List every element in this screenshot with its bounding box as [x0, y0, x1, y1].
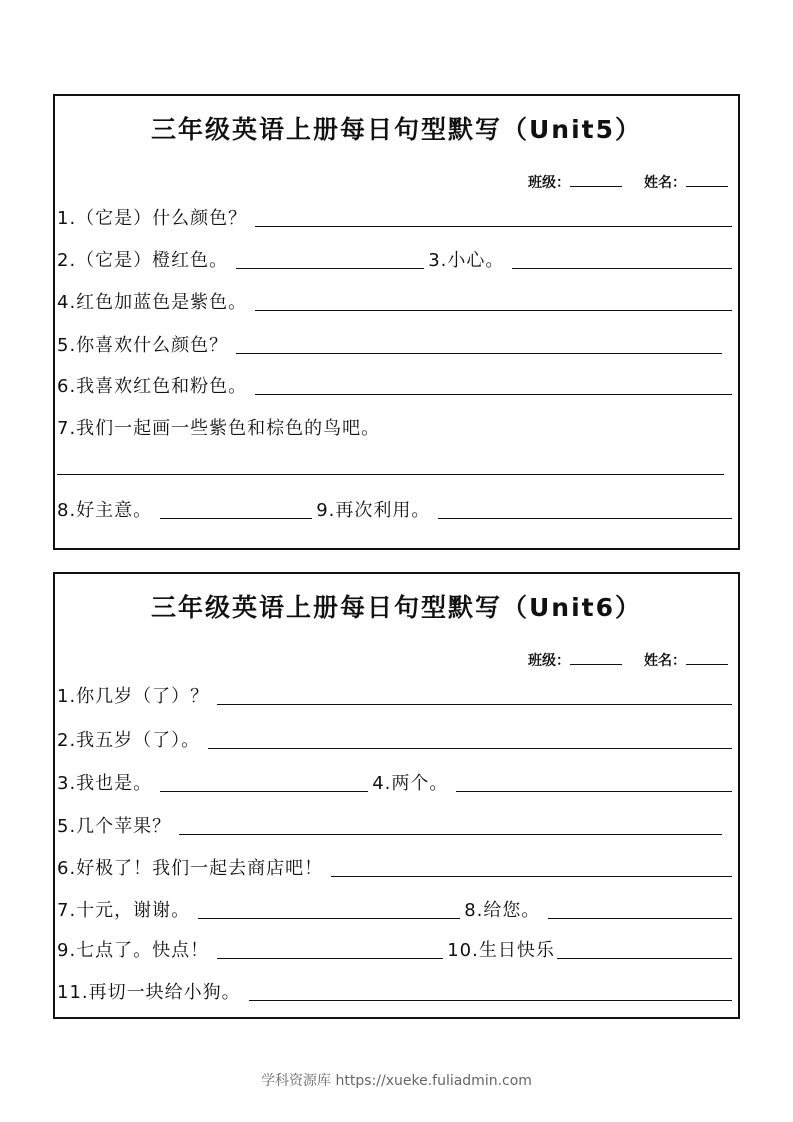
question-row: [57, 896, 732, 924]
question-text: 1.你几岁（了）？: [57, 686, 210, 707]
question-row: [57, 978, 732, 1006]
question-text: 3.小心。: [428, 250, 505, 271]
question-text: 5.你喜欢什么颜色？: [57, 335, 229, 356]
class-label: 班级：: [528, 175, 570, 191]
question-row: [57, 726, 732, 754]
question-text: 4.两个。: [372, 773, 449, 794]
answer-line[interactable]: [456, 790, 732, 792]
question-text: 4.红色加蓝色是紫色。: [57, 292, 248, 313]
answer-line[interactable]: [160, 517, 312, 519]
answer-line[interactable]: [179, 833, 722, 835]
worksheet-title: 三年级英语上册每日句型默写（Unit6）: [150, 593, 642, 622]
answer-line[interactable]: [208, 747, 732, 749]
question-text: 6.我喜欢红色和粉色。: [57, 376, 248, 397]
answer-line[interactable]: [217, 703, 732, 705]
answer-line[interactable]: [557, 957, 732, 959]
name-field[interactable]: [686, 650, 728, 665]
student-info: [528, 650, 728, 670]
question-row: [57, 204, 732, 232]
question-text: 1.（它是）什么颜色？: [57, 208, 248, 229]
answer-line[interactable]: [236, 267, 424, 269]
worksheet-title: 三年级英语上册每日句型默写（Unit5）: [150, 115, 642, 144]
answer-line[interactable]: [548, 917, 732, 919]
answer-line[interactable]: [255, 393, 732, 395]
answer-line[interactable]: [57, 473, 724, 475]
answer-line[interactable]: [255, 309, 732, 311]
class-field[interactable]: [570, 650, 622, 665]
question-text: 3.我也是。: [57, 773, 153, 794]
question-row: [57, 936, 732, 964]
question-row: [57, 812, 722, 840]
question-text: 8.给您。: [464, 900, 541, 921]
question-row: [57, 372, 732, 400]
question-text: 9.七点了。快点！: [57, 940, 210, 961]
answer-line[interactable]: [438, 517, 732, 519]
question-row: [57, 682, 732, 710]
class-field[interactable]: [570, 172, 622, 187]
answer-line[interactable]: [331, 875, 732, 877]
question-text: 10.生日快乐: [447, 940, 555, 961]
answer-line[interactable]: [236, 352, 722, 354]
answer-row: [57, 452, 724, 480]
question-row: [57, 288, 732, 316]
question-row: [57, 414, 732, 442]
answer-line[interactable]: [255, 225, 732, 227]
name-field[interactable]: [686, 172, 728, 187]
question-text: 8.好主意。: [57, 500, 153, 521]
worksheet-unit6: [53, 572, 740, 1019]
answer-line[interactable]: [249, 999, 732, 1001]
watermark-footer: 学科资源库 https://xueke.fuliadmin.com: [261, 1073, 532, 1089]
answer-line[interactable]: [160, 790, 368, 792]
question-text: 2.我五岁（了）。: [57, 730, 201, 751]
question-row: [57, 331, 722, 359]
name-label: 姓名：: [644, 653, 686, 669]
question-text: 5.几个苹果？: [57, 816, 172, 837]
class-label: 班级：: [528, 653, 570, 669]
question-row: [57, 496, 732, 524]
answer-line[interactable]: [512, 267, 732, 269]
question-row: [57, 854, 732, 882]
answer-line[interactable]: [198, 917, 460, 919]
question-row: [57, 769, 732, 797]
answer-line[interactable]: [217, 957, 443, 959]
name-label: 姓名：: [644, 175, 686, 191]
question-row: [57, 246, 732, 274]
worksheet-unit5: [53, 94, 740, 550]
question-text: 9.再次利用。: [316, 500, 431, 521]
student-info: [528, 172, 728, 192]
question-text: 2.（它是）橙红色。: [57, 250, 229, 271]
question-text: 6.好极了！我们一起去商店吧！: [57, 858, 324, 879]
question-text: 7.十元，谢谢。: [57, 900, 191, 921]
question-text: 11.再切一块给小狗。: [57, 982, 241, 1003]
question-text: 7.我们一起画一些紫色和棕色的鸟吧。: [57, 418, 381, 439]
